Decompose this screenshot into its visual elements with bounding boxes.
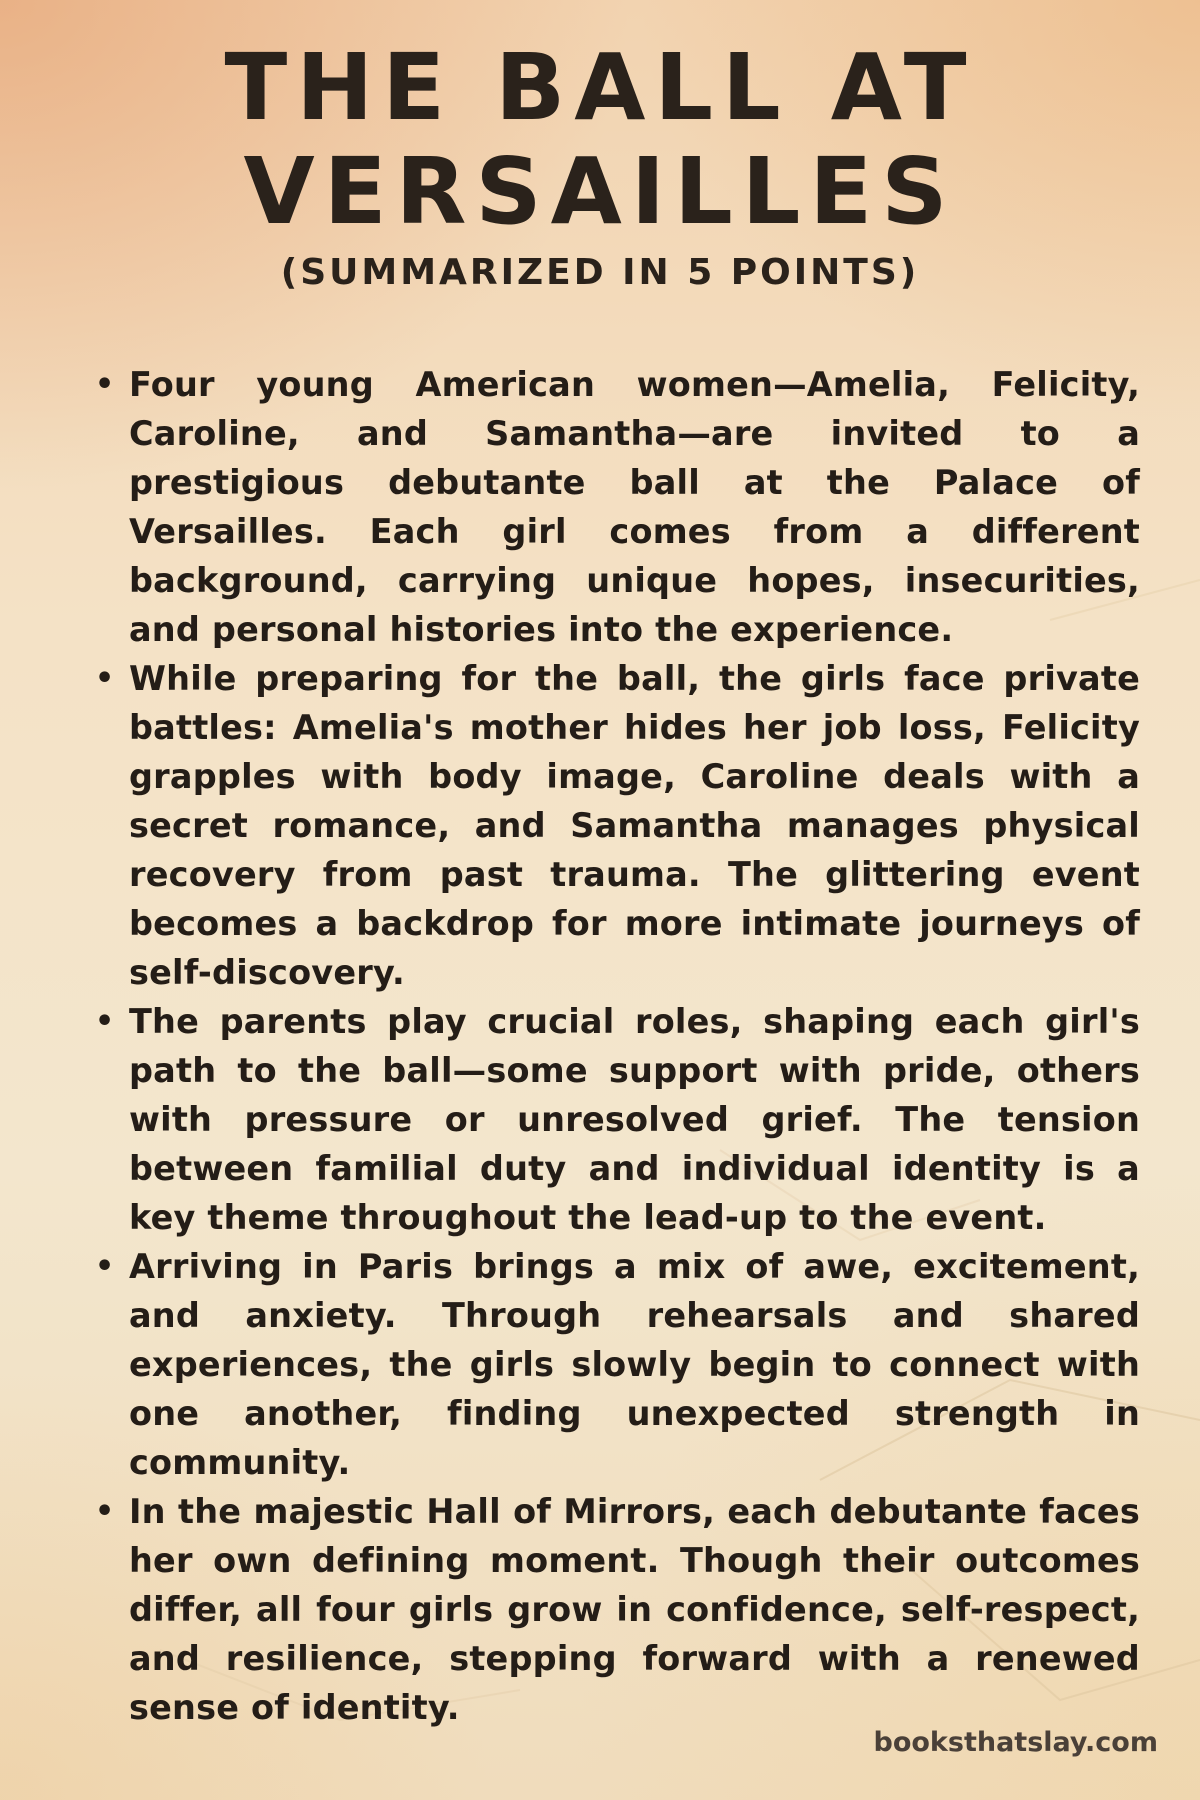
summary-point-4 [95, 1242, 1140, 1487]
summary-point-1 [95, 360, 1140, 654]
summary-point-text: Arriving in Paris brings a mix of awe, excitement, and anxiety. Through rehearsals and shared experiences, the girls slowly begin to connect with one another, finding unexpected strength in community. [129, 1247, 1140, 1482]
subtitle: (SUMMARIZED IN 5 POINTS) [280, 252, 920, 293]
summary-point-3 [95, 997, 1140, 1242]
summary-point-2 [95, 654, 1140, 997]
summary-point-text: The parents play crucial roles, shaping each girl's path to the ball—some support with pride, others with pressure or unresolved grief. The tension between familial duty and individual identity is a key theme throughout the lead-up to the event. [129, 1002, 1140, 1237]
summary-point-text: While preparing for the ball, the girls face private battles: Amelia's mother hides her job loss, Felicity grapples with body image, Caroline deals with a secret romance, and Samantha manages physical recovery from past trauma. The glittering event becomes a backdrop for more intimate journeys of self-discovery. [129, 659, 1140, 992]
footer-site-link[interactable]: booksthatslay.com [873, 1727, 1158, 1758]
summary-point-text: Four young American women—Amelia, Felicity, Caroline, and Samantha—are invited to a prestigious debutante ball at the Palace of Versailles. Each girl comes from a different background, carrying unique hopes, insecurities, and personal histories into the experience. [129, 365, 1140, 649]
bullet-icon: • [95, 1249, 115, 1284]
summary-points-list [95, 360, 1140, 1732]
summary-point-text: In the majestic Hall of Mirrors, each debutante faces her own defining moment. Though their outcomes differ, all four girls grow in confidence, self-respect, and resilience, stepping forward with a renewed sense of identity. [129, 1492, 1140, 1727]
bullet-icon: • [95, 661, 115, 696]
book-title-line-1: THE BALL AT [224, 34, 976, 141]
bullet-icon: • [95, 1494, 115, 1529]
summary-point-5 [95, 1487, 1140, 1732]
bullet-icon: • [95, 367, 115, 402]
title-block [0, 36, 1200, 293]
bullet-icon: • [95, 1004, 115, 1039]
book-title-line-2: VERSAILLES [243, 138, 957, 245]
